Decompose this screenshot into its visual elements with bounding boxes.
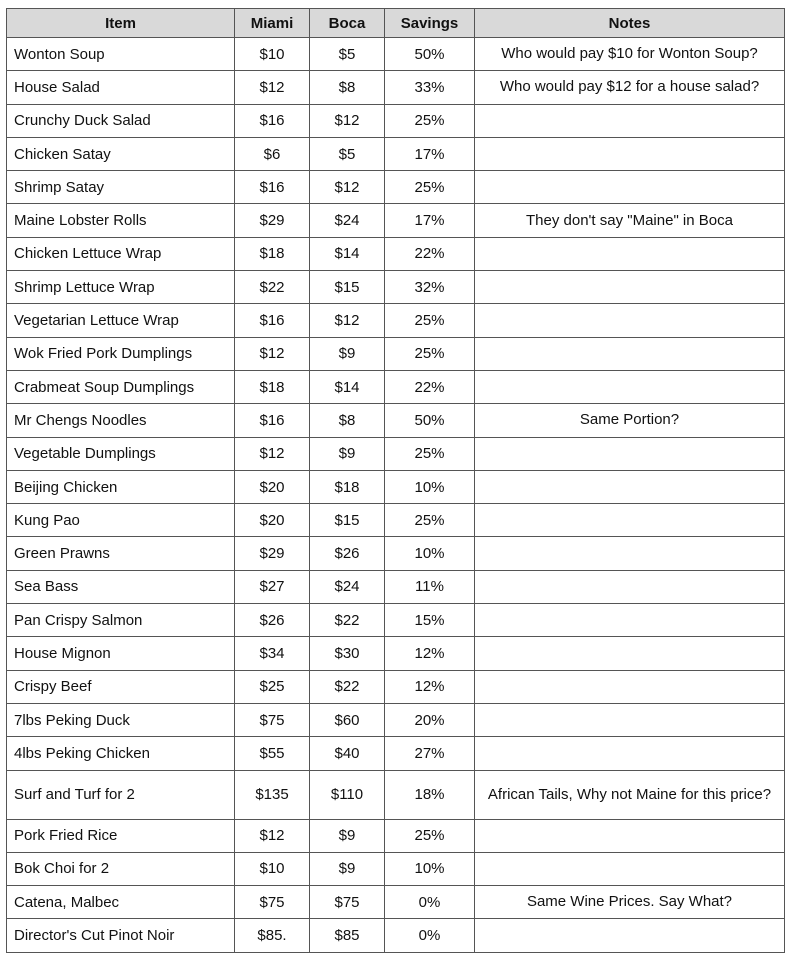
cell-savings: 12% xyxy=(385,670,475,703)
cell-miami-price: $25 xyxy=(235,670,310,703)
cell-notes xyxy=(475,104,785,137)
table-row xyxy=(7,304,785,337)
table-row xyxy=(7,204,785,237)
cell-boca-price: $40 xyxy=(310,737,385,770)
cell-boca-price: $5 xyxy=(310,38,385,71)
cell-miami-price: $27 xyxy=(235,570,310,603)
table-row xyxy=(7,137,785,170)
cell-boca-price: $22 xyxy=(310,604,385,637)
cell-notes xyxy=(475,137,785,170)
cell-savings: 25% xyxy=(385,304,475,337)
cell-miami-price: $75 xyxy=(235,886,310,919)
table-row xyxy=(7,271,785,304)
cell-savings: 20% xyxy=(385,703,475,736)
table-row xyxy=(7,637,785,670)
cell-savings: 10% xyxy=(385,852,475,885)
cell-item: Crunchy Duck Salad xyxy=(7,104,235,137)
cell-savings: 22% xyxy=(385,237,475,270)
cell-miami-price: $16 xyxy=(235,404,310,437)
cell-boca-price: $24 xyxy=(310,204,385,237)
cell-savings: 15% xyxy=(385,604,475,637)
cell-notes xyxy=(475,819,785,852)
cell-savings: 10% xyxy=(385,537,475,570)
table-row xyxy=(7,370,785,403)
cell-miami-price: $12 xyxy=(235,337,310,370)
table-row xyxy=(7,852,785,885)
cell-item: Wonton Soup xyxy=(7,38,235,71)
table-row xyxy=(7,104,785,137)
cell-notes xyxy=(475,437,785,470)
cell-miami-price: $12 xyxy=(235,437,310,470)
cell-notes: African Tails, Why not Maine for this price? xyxy=(475,770,785,819)
table-row xyxy=(7,437,785,470)
cell-miami-price: $20 xyxy=(235,470,310,503)
cell-miami-price: $10 xyxy=(235,852,310,885)
cell-boca-price: $26 xyxy=(310,537,385,570)
cell-boca-price: $12 xyxy=(310,304,385,337)
cell-item: Director's Cut Pinot Noir xyxy=(7,919,235,952)
cell-item: Crabmeat Soup Dumplings xyxy=(7,370,235,403)
cell-savings: 0% xyxy=(385,919,475,952)
cell-item: 4lbs Peking Chicken xyxy=(7,737,235,770)
column-header-miami: Miami xyxy=(235,9,310,38)
cell-savings: 50% xyxy=(385,404,475,437)
price-comparison-table xyxy=(6,8,785,953)
cell-boca-price: $14 xyxy=(310,370,385,403)
table-row xyxy=(7,737,785,770)
cell-miami-price: $135 xyxy=(235,770,310,819)
cell-savings: 25% xyxy=(385,337,475,370)
cell-item: Sea Bass xyxy=(7,570,235,603)
cell-notes xyxy=(475,470,785,503)
cell-boca-price: $9 xyxy=(310,852,385,885)
column-header-savings: Savings xyxy=(385,9,475,38)
cell-boca-price: $75 xyxy=(310,886,385,919)
cell-boca-price: $5 xyxy=(310,137,385,170)
cell-boca-price: $9 xyxy=(310,819,385,852)
cell-notes xyxy=(475,604,785,637)
cell-notes xyxy=(475,504,785,537)
cell-savings: 18% xyxy=(385,770,475,819)
cell-notes xyxy=(475,737,785,770)
cell-boca-price: $8 xyxy=(310,71,385,104)
table-row xyxy=(7,604,785,637)
cell-miami-price: $55 xyxy=(235,737,310,770)
cell-miami-price: $22 xyxy=(235,271,310,304)
cell-savings: 33% xyxy=(385,71,475,104)
cell-miami-price: $6 xyxy=(235,137,310,170)
cell-item: Shrimp Lettuce Wrap xyxy=(7,271,235,304)
cell-boca-price: $15 xyxy=(310,504,385,537)
table-row xyxy=(7,919,785,952)
cell-item: Shrimp Satay xyxy=(7,171,235,204)
cell-miami-price: $12 xyxy=(235,71,310,104)
cell-savings: 17% xyxy=(385,137,475,170)
table-body xyxy=(7,38,785,953)
column-header-item: Item xyxy=(7,9,235,38)
table-row xyxy=(7,38,785,71)
cell-notes: Who would pay $10 for Wonton Soup? xyxy=(475,38,785,71)
table-row xyxy=(7,537,785,570)
cell-item: Mr Chengs Noodles xyxy=(7,404,235,437)
cell-notes: Same Portion? xyxy=(475,404,785,437)
table-row xyxy=(7,504,785,537)
cell-miami-price: $34 xyxy=(235,637,310,670)
cell-notes: Who would pay $12 for a house salad? xyxy=(475,71,785,104)
cell-savings: 25% xyxy=(385,171,475,204)
cell-item: Vegetable Dumplings xyxy=(7,437,235,470)
cell-item: Pork Fried Rice xyxy=(7,819,235,852)
cell-item: Chicken Satay xyxy=(7,137,235,170)
cell-boca-price: $15 xyxy=(310,271,385,304)
table-row xyxy=(7,703,785,736)
cell-savings: 17% xyxy=(385,204,475,237)
table-row xyxy=(7,71,785,104)
table-row xyxy=(7,670,785,703)
cell-boca-price: $12 xyxy=(310,104,385,137)
cell-notes xyxy=(475,370,785,403)
table-row xyxy=(7,570,785,603)
cell-savings: 25% xyxy=(385,437,475,470)
cell-notes xyxy=(475,570,785,603)
cell-savings: 11% xyxy=(385,570,475,603)
table-row xyxy=(7,770,785,819)
cell-miami-price: $16 xyxy=(235,171,310,204)
cell-item: Surf and Turf for 2 xyxy=(7,770,235,819)
cell-notes xyxy=(475,237,785,270)
table-row xyxy=(7,337,785,370)
cell-notes xyxy=(475,537,785,570)
cell-notes: They don't say "Maine" in Boca xyxy=(475,204,785,237)
cell-item: 7lbs Peking Duck xyxy=(7,703,235,736)
cell-item: Chicken Lettuce Wrap xyxy=(7,237,235,270)
column-header-boca: Boca xyxy=(310,9,385,38)
cell-notes: Same Wine Prices. Say What? xyxy=(475,886,785,919)
cell-boca-price: $12 xyxy=(310,171,385,204)
cell-boca-price: $22 xyxy=(310,670,385,703)
cell-miami-price: $20 xyxy=(235,504,310,537)
cell-boca-price: $14 xyxy=(310,237,385,270)
cell-miami-price: $16 xyxy=(235,304,310,337)
cell-boca-price: $9 xyxy=(310,437,385,470)
cell-notes xyxy=(475,271,785,304)
cell-miami-price: $26 xyxy=(235,604,310,637)
cell-savings: 12% xyxy=(385,637,475,670)
cell-boca-price: $8 xyxy=(310,404,385,437)
table-row xyxy=(7,886,785,919)
cell-boca-price: $60 xyxy=(310,703,385,736)
cell-miami-price: $29 xyxy=(235,537,310,570)
cell-boca-price: $85 xyxy=(310,919,385,952)
cell-savings: 25% xyxy=(385,104,475,137)
cell-miami-price: $10 xyxy=(235,38,310,71)
cell-miami-price: $75 xyxy=(235,703,310,736)
table-row xyxy=(7,819,785,852)
cell-item: Maine Lobster Rolls xyxy=(7,204,235,237)
cell-miami-price: $18 xyxy=(235,370,310,403)
cell-item: Bok Choi for 2 xyxy=(7,852,235,885)
cell-notes xyxy=(475,304,785,337)
cell-item: Wok Fried Pork Dumplings xyxy=(7,337,235,370)
cell-item: Crispy Beef xyxy=(7,670,235,703)
cell-boca-price: $9 xyxy=(310,337,385,370)
cell-item: House Salad xyxy=(7,71,235,104)
table-row xyxy=(7,237,785,270)
cell-item: Beijing Chicken xyxy=(7,470,235,503)
table-row xyxy=(7,404,785,437)
cell-miami-price: $12 xyxy=(235,819,310,852)
cell-notes xyxy=(475,919,785,952)
column-header-notes: Notes xyxy=(475,9,785,38)
cell-notes xyxy=(475,670,785,703)
cell-notes xyxy=(475,337,785,370)
cell-savings: 25% xyxy=(385,504,475,537)
cell-savings: 0% xyxy=(385,886,475,919)
table-row xyxy=(7,470,785,503)
cell-savings: 25% xyxy=(385,819,475,852)
cell-item: Kung Pao xyxy=(7,504,235,537)
cell-boca-price: $30 xyxy=(310,637,385,670)
cell-boca-price: $18 xyxy=(310,470,385,503)
cell-boca-price: $110 xyxy=(310,770,385,819)
cell-item: Catena, Malbec xyxy=(7,886,235,919)
cell-notes xyxy=(475,171,785,204)
cell-savings: 50% xyxy=(385,38,475,71)
cell-notes xyxy=(475,637,785,670)
cell-savings: 10% xyxy=(385,470,475,503)
cell-miami-price: $29 xyxy=(235,204,310,237)
cell-notes xyxy=(475,852,785,885)
cell-notes xyxy=(475,703,785,736)
table-row xyxy=(7,171,785,204)
cell-savings: 27% xyxy=(385,737,475,770)
cell-savings: 32% xyxy=(385,271,475,304)
cell-miami-price: $85. xyxy=(235,919,310,952)
cell-miami-price: $16 xyxy=(235,104,310,137)
table-header-row xyxy=(7,9,785,38)
cell-item: House Mignon xyxy=(7,637,235,670)
cell-item: Vegetarian Lettuce Wrap xyxy=(7,304,235,337)
cell-savings: 22% xyxy=(385,370,475,403)
price-comparison-table-container xyxy=(6,8,785,953)
cell-item: Pan Crispy Salmon xyxy=(7,604,235,637)
cell-miami-price: $18 xyxy=(235,237,310,270)
cell-boca-price: $24 xyxy=(310,570,385,603)
cell-item: Green Prawns xyxy=(7,537,235,570)
